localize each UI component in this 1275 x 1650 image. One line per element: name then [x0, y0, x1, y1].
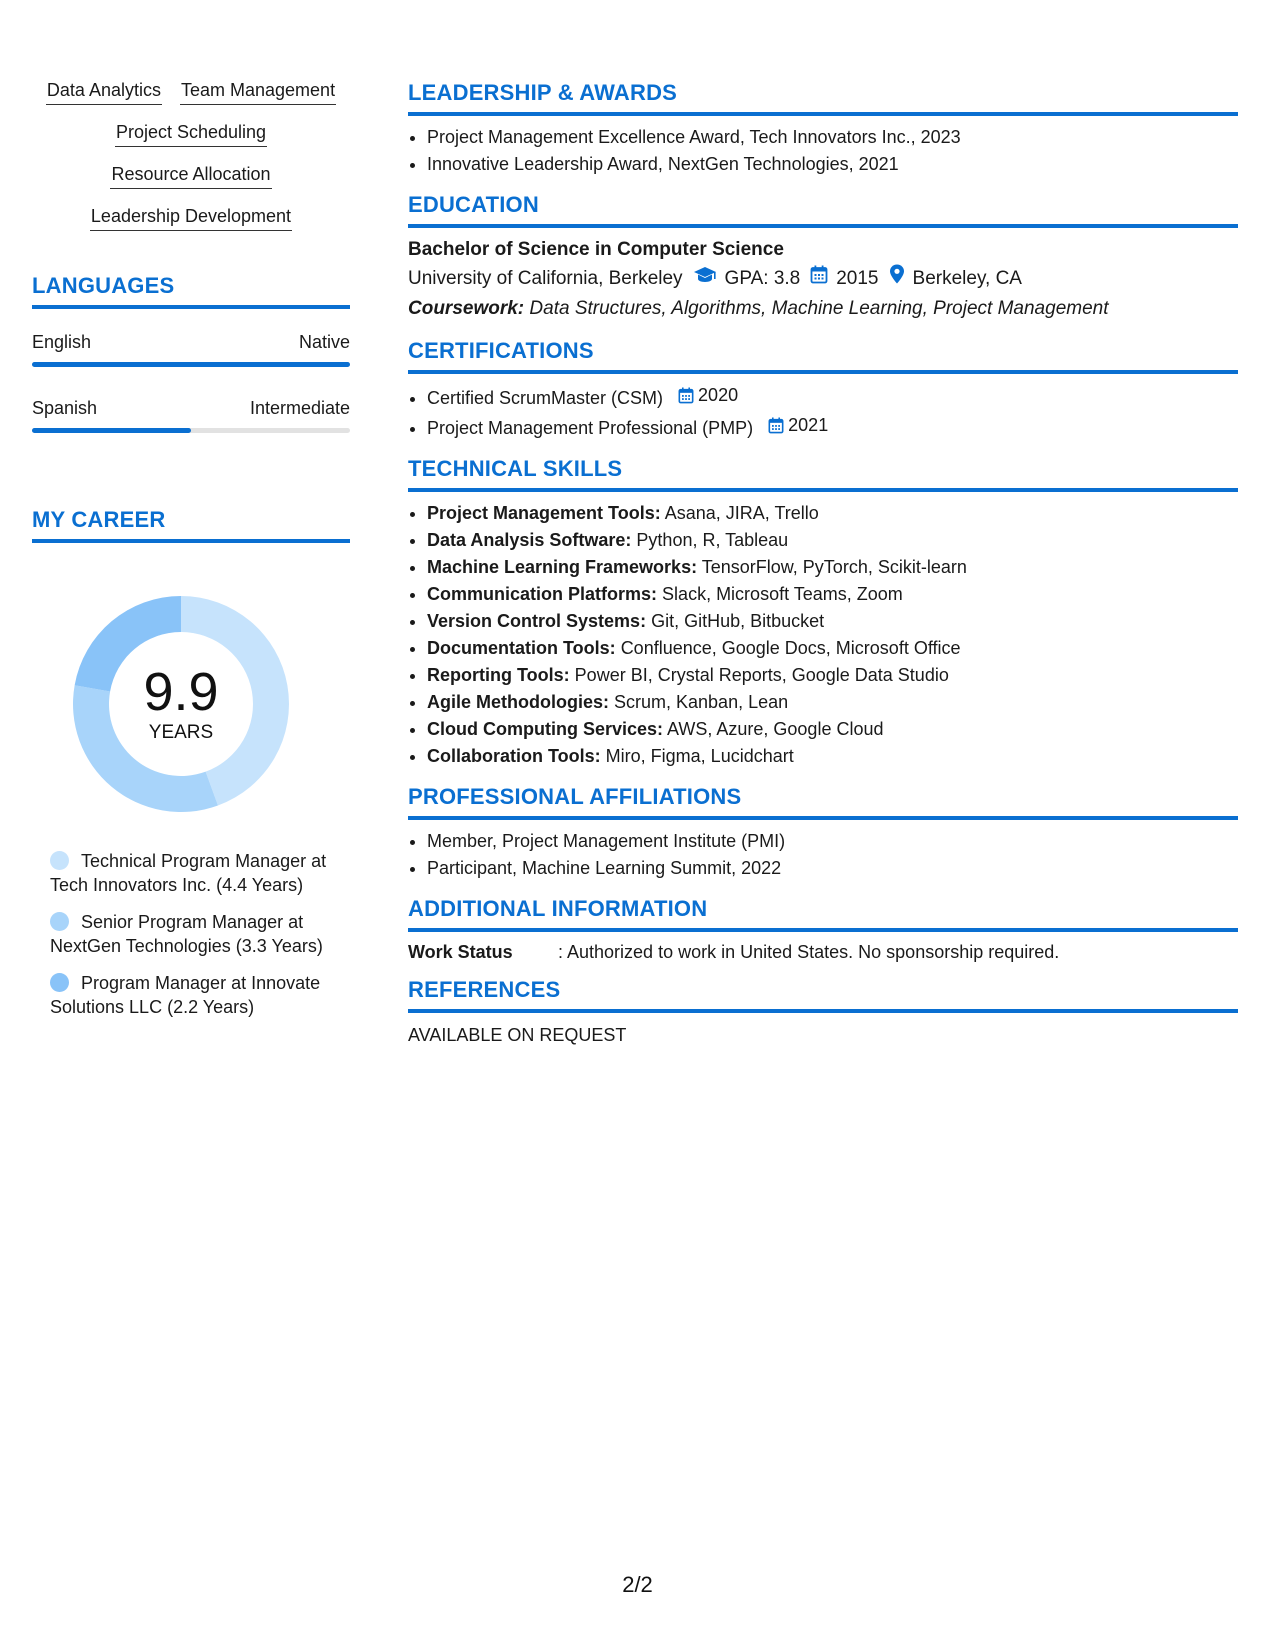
career-item-text: Technical Program Manager at Tech Innovators Inc. (4.4 Years) [50, 851, 327, 895]
list-item: • Member, Project Management Institute (PMI) [427, 828, 1238, 855]
language-english [32, 331, 350, 367]
skill-value: Git, GitHub, Bitbucket [651, 611, 825, 631]
language-bar-fill [32, 428, 191, 433]
skill-item [427, 716, 1238, 743]
school: University of California, Berkeley [408, 268, 683, 289]
skill-value: Slack, Microsoft Teams, Zoom [662, 584, 903, 604]
work-status-label: Work Status [408, 942, 513, 962]
degree: Bachelor of Science in Computer Science [408, 239, 784, 260]
legend-dot [50, 973, 69, 992]
graduation-year: 2015 [836, 268, 879, 289]
work-status-value: : Authorized to work in United States. No sponsorship required. [558, 942, 1060, 962]
coursework-label: Coursework: [408, 298, 525, 319]
calendar-icon [768, 417, 784, 434]
gpa: GPA: 3.8 [724, 268, 801, 289]
career-total-years: 9.9 [143, 662, 219, 722]
language-spanish [32, 397, 350, 433]
references-text: AVAILABLE ON REQUEST [408, 1025, 627, 1045]
skill-value: AWS, Azure, Google Cloud [667, 719, 884, 739]
certifications-section [408, 338, 1238, 442]
language-bar [32, 362, 350, 367]
skill-tag: Data Analytics [46, 80, 162, 105]
skill-item [427, 608, 1238, 635]
coursework: Data Structures, Algorithms, Machine Learning, Project Management [529, 298, 1109, 319]
skill-item [427, 662, 1238, 689]
technical-skills-section [408, 456, 1238, 770]
calendar-icon [810, 264, 828, 294]
skill-label: Cloud Computing Services: [427, 719, 664, 739]
skill-value: Scrum, Kanban, Lean [614, 692, 789, 712]
skill-value: Confluence, Google Docs, Microsoft Office [620, 638, 961, 658]
language-bar-fill [32, 362, 350, 367]
skill-value: Python, R, Tableau [636, 530, 789, 550]
sidebar [32, 80, 350, 1032]
affiliations-heading: PROFESSIONAL AFFILIATIONS [408, 784, 1238, 820]
list-item: • Project Management Excellence Award, Tech Innovators Inc., 2023 [427, 124, 1238, 151]
location-pin-icon [889, 264, 905, 294]
affiliations-section [408, 784, 1238, 882]
skill-value: Miro, Figma, Lucidchart [605, 746, 794, 766]
certification-year: 2021 [788, 415, 829, 435]
skill-value: Asana, JIRA, Trello [664, 503, 819, 523]
language-level: Native [298, 332, 350, 352]
skill-tag: Resource Allocation [110, 164, 271, 189]
graduation-cap-icon [693, 264, 717, 294]
skill-value: Power BI, Crystal Reports, Google Data Studio [574, 665, 949, 685]
skill-label: Project Management Tools: [427, 503, 661, 523]
certification-item [427, 412, 1238, 442]
references-section [408, 977, 1238, 1046]
education-section [408, 192, 1238, 324]
skill-tag: Project Scheduling [115, 122, 267, 147]
technical-skills-heading: TECHNICAL SKILLS [408, 456, 1238, 492]
skill-item [427, 500, 1238, 527]
skill-label: Collaboration Tools: [427, 746, 601, 766]
location: Berkeley, CA [912, 268, 1022, 289]
list-item: • Participant, Machine Learning Summit, 2022 [427, 855, 1238, 882]
additional-info-section [408, 896, 1238, 963]
leadership-section [408, 80, 1238, 178]
career-unit: YEARS [148, 722, 214, 743]
additional-info-heading: ADDITIONAL INFORMATION [408, 896, 1238, 932]
page-number: 2/2 [622, 1572, 653, 1597]
certification-item [427, 382, 1238, 412]
skill-item [427, 554, 1238, 581]
career-item [50, 910, 340, 958]
skill-tag: Leadership Development [90, 206, 292, 231]
education-heading: EDUCATION [408, 192, 1238, 228]
skill-item [427, 689, 1238, 716]
skill-label: Data Analysis Software: [427, 530, 632, 550]
skill-label: Documentation Tools: [427, 638, 616, 658]
language-name: Spanish [32, 398, 98, 418]
skill-label: Machine Learning Frameworks: [427, 557, 698, 577]
skill-label: Communication Platforms: [427, 584, 658, 604]
certifications-heading: CERTIFICATIONS [408, 338, 1238, 374]
main-content [408, 80, 1238, 1060]
career-item-text: Program Manager at Innovate Solutions LLC (2.2 Years) [50, 973, 321, 1017]
skill-item [427, 527, 1238, 554]
legend-dot [50, 912, 69, 931]
calendar-icon [678, 387, 694, 404]
leadership-heading: LEADERSHIP & AWARDS [408, 80, 1238, 116]
language-level: Intermediate [249, 398, 350, 418]
certification-name: Certified ScrumMaster (CSM) [427, 388, 664, 408]
language-bar [32, 428, 350, 433]
career-item-text: Senior Program Manager at NextGen Technologies (3.3 Years) [50, 912, 323, 956]
skill-label: Agile Methodologies: [427, 692, 609, 712]
certification-name: Project Management Professional (PMP) [427, 418, 754, 438]
skill-label: Reporting Tools: [427, 665, 570, 685]
skill-label: Version Control Systems: [427, 611, 647, 631]
skills-tags [32, 80, 350, 231]
career-legend [32, 849, 340, 1019]
legend-dot [50, 851, 69, 870]
languages-heading: LANGUAGES [32, 273, 350, 309]
skill-item [427, 635, 1238, 662]
career-item [50, 849, 340, 897]
certification-year: 2020 [698, 385, 739, 405]
skill-tag: Team Management [180, 80, 336, 105]
language-name: English [32, 332, 92, 352]
list-item: • Innovative Leadership Award, NextGen Technologies, 2021 [427, 151, 1238, 178]
career-donut-chart [66, 589, 296, 819]
career-item [50, 971, 340, 1019]
references-heading: REFERENCES [408, 977, 1238, 1013]
career-heading: MY CAREER [32, 507, 350, 543]
skill-item [427, 743, 1238, 770]
skill-value: TensorFlow, PyTorch, Scikit-learn [701, 557, 967, 577]
skill-item [427, 581, 1238, 608]
